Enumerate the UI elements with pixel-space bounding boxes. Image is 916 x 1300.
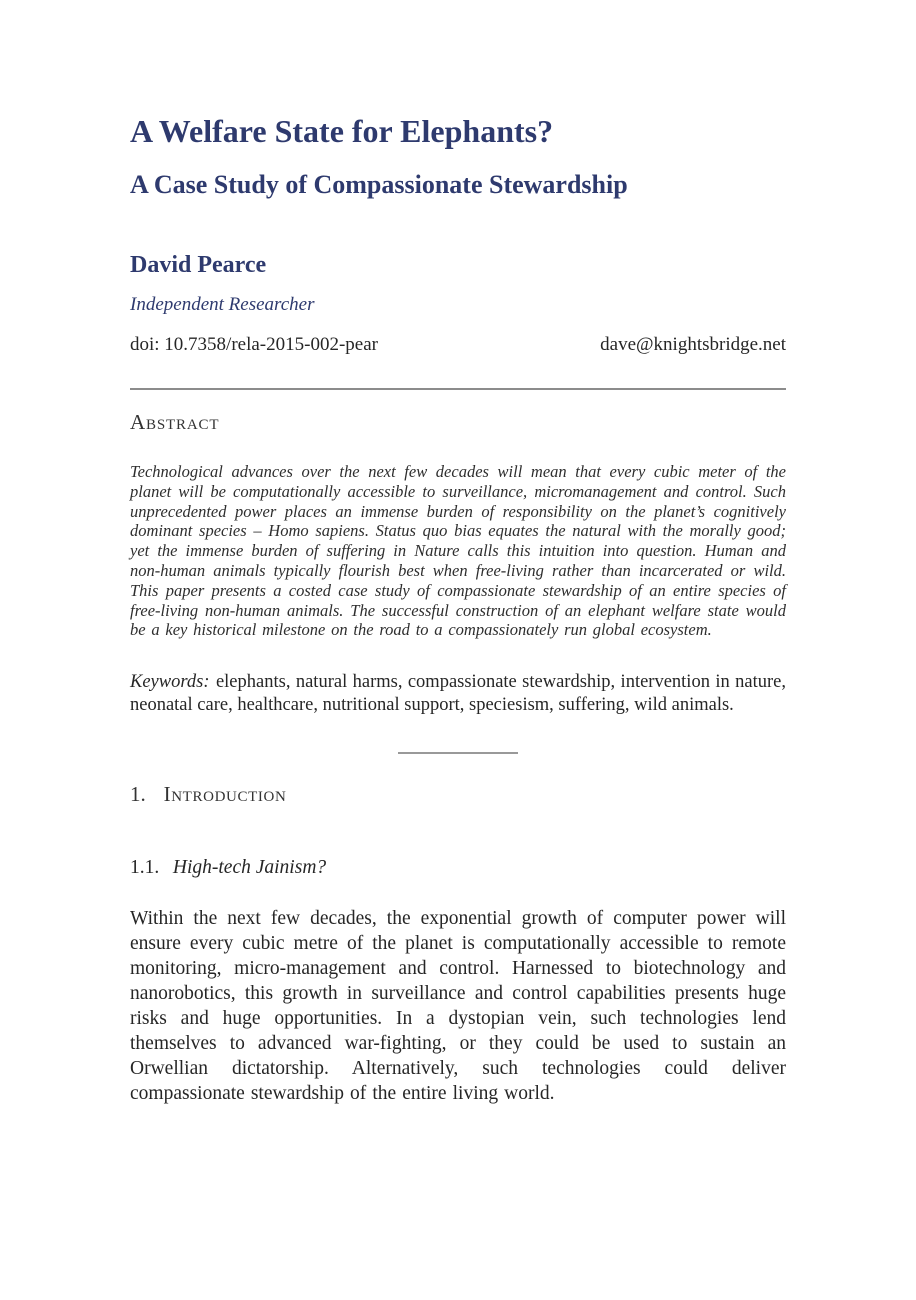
article-title: A Welfare State for Elephants? <box>130 113 554 149</box>
section-title: Introduction <box>163 782 287 807</box>
section-heading-introduction <box>130 780 786 808</box>
keywords-paragraph <box>130 671 786 716</box>
meta-row <box>130 333 786 357</box>
author-name: David Pearce <box>130 252 267 278</box>
author-affiliation: Independent Researcher <box>130 294 315 315</box>
subsection-heading-high-tech-jainism <box>130 855 786 881</box>
keywords-label: Keywords: <box>130 672 210 693</box>
abstract-text: Technological advances over the next few decades will mean that every cubic meter of the planet will be computationally accessible to surveillance, micromanagement and control. Such unprecedented power places an immense burden of responsibility on the planet’s cognitively dominant species – Homo sapiens. Status quo bias equates the natural with the morally good; yet the immense burden of suffering in Nature calls this intuition into question. Human and non-human animals typically flourish best when free-living rather than incarcerated or wild. This paper presents a costed case study of compassionate stewardship of an entire species of free-living non-human animals. The successful construction of an elephant welfare state would be a key historical milestone on the road to a compassionately run global ecosystem. <box>130 462 786 640</box>
subsection-title: High-tech Jainism? <box>172 857 327 879</box>
abstract-heading: Abstract <box>130 410 220 434</box>
body-paragraph: Within the next few decades, the exponential growth of computer power will ensure every cubic metre of the planet is computationally accessible to remote monitoring, micro-management and control. Harnessed to biotechnology and nanorobotics, this growth in surveillance and control capabilities presents huge risks and huge opportunities. In a dystopian vein, such technologies lend themselves to advanced war-fighting, or they could be used to sustain an Orwellian dictatorship. Alternatively, such technologies could deliver compassionate stewardship of the entire living world. <box>130 908 786 1105</box>
section-separator-rule <box>398 752 518 754</box>
keywords-list: elephants, natural harms, compassionate stewardship, intervention in nature, neonatal care, healthcare, nutritional support, speciesism, suffering, wild animals. <box>130 672 786 715</box>
section-number: 1. <box>130 782 146 807</box>
doi-text: doi: 10.7358/rela-2015-002-pear <box>130 334 378 355</box>
subsection-number: 1.1. <box>130 857 160 879</box>
article-subtitle: A Case Study of Compassionate Stewardship <box>130 170 628 199</box>
author-email: dave@knightsbridge.net <box>600 334 786 355</box>
header-divider-rule <box>130 388 786 390</box>
